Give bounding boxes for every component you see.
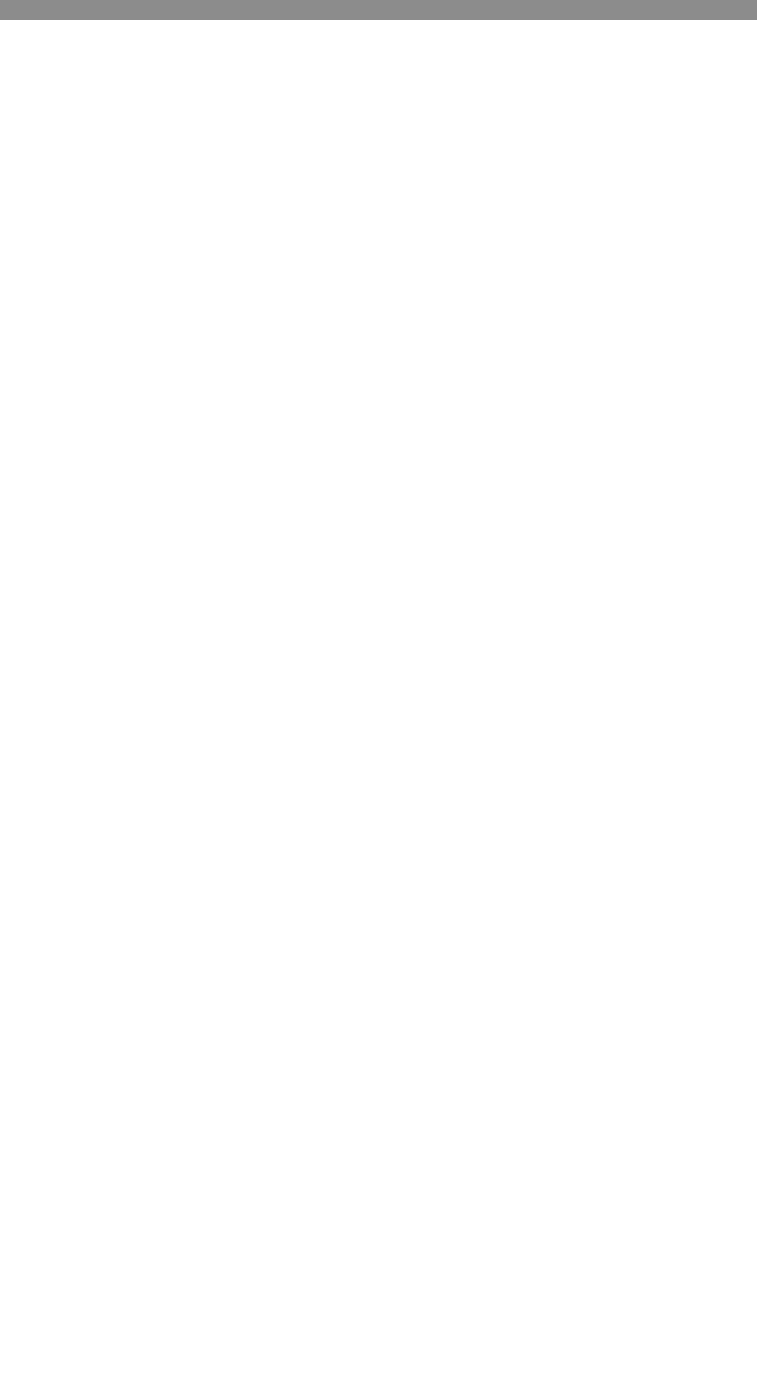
table-title	[0, 0, 757, 20]
header-row	[0, 20, 757, 40]
